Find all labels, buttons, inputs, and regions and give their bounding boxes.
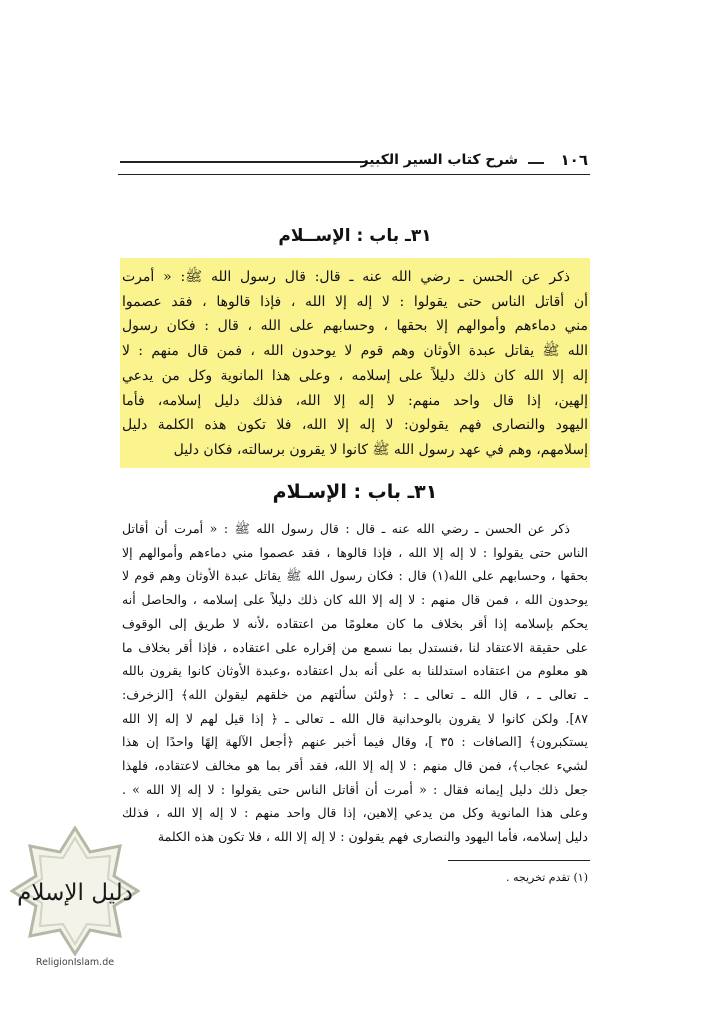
logo-caption: ReligionIslam.de	[35, 957, 115, 968]
logo-calligraphy: دليل الإسلام	[17, 880, 133, 906]
body-line: ـ تعالى ـ ، قال الله ـ تعالى ـ : ﴿ولئن سألتهم من خلقهم ليقولن الله﴾ [الزخرف:	[122, 686, 588, 702]
highlight-line: الله ﷺ يقاتل عبدة الأوثان وهم قوم لا يوحدون الله ، فمن قال منهم : لا	[122, 343, 588, 360]
running-title: شرح كتاب السير الكبير	[360, 152, 518, 168]
body-line: جعل ذلك دليل إيمانه فقال : « أمرت أن أقاتل الناس حتى يقولوا : لا إله إلا الله » .	[122, 781, 588, 797]
highlight-line: مني دماءهم وأموالهم إلا بحقها ، وحسابهم على الله ، قال : فكان رسول	[122, 318, 588, 335]
body-line: هو معلوم من اعتقاده استدللنا به على أنه بدل اعتقاده ،وعبدة الأوثان كانوا يقرون بالله	[122, 663, 588, 679]
body-line: يستكبرون﴾ [الصافات : ٣٥ ]، وقال فيما أخبر عنهم ﴿أجعل الآلهة إلهًا واحدًا إن هذا	[122, 734, 588, 750]
highlight-line: اليهود والنصارى فهم يقولون: لا إله إلا الله، فلا تكون هذه الكلمة دليل	[122, 417, 588, 434]
page-header	[118, 150, 590, 175]
body-line: دليل إسلامه، فأما اليهود والنصارى فهم يقولون : لا إله إلا الله ، فلا تكون هذه الكلمة	[157, 829, 588, 845]
body-line: يحكم بإسلامه إذا أقر بخلاف ما كان معلومًا من اعتقاده ،لأنه لا طريق إلى الوقوف	[122, 615, 588, 631]
body-line: لشيء عجاب﴾، فمن قال منهم : لا إله إلا الله، فقد أقر بما هو مخالف لاعتقاده، فلهذا	[122, 758, 588, 774]
highlight-line: إلهين، إذا قال واحد منهم: لا إله إلا الله، فذلك دليل إسلامه، فأما	[122, 392, 588, 409]
body-line: بحقها ، وحسابهم على الله(١) قال : فكان رسول الله ﷺ يقاتل عبدة الأوثان وهم قوم لا	[122, 568, 588, 584]
highlight-line: ذكر عن الحسن ـ رضي الله عنه ـ قال: قال رسول الله ﷺ: « أمرت	[122, 269, 570, 285]
header-rule	[120, 161, 366, 163]
main-body-text	[122, 517, 588, 849]
highlight-line: إله إلا الله كان ذلك دليلاً على إسلامه ، وعلى هذا المانوية وكل من يدعي	[122, 367, 588, 384]
footnote: (١) تقدم تخريجه .	[506, 871, 588, 884]
highlight-line: أن أقاتل الناس حتى يقولوا : لا إله إلا الله ، فإذا قالوها ، فقد عصموا	[122, 293, 588, 310]
main-chapter-heading: ٣١ـ باب : الإسـلام	[272, 481, 438, 503]
highlight-chapter-heading: ٣١ـ باب : الإســلام	[278, 226, 432, 246]
body-line: الناس حتى يقولوا : لا إله إلا الله ، فإذا قالوها ، فقد عصموا مني دماءهم وأموالهم إلا	[122, 544, 588, 560]
highlight-line: إسلامهم، وهم في عهد رسول الله ﷺ كانوا لا يقرون برسالته، فكان دليل	[173, 441, 588, 458]
footnote-rule	[448, 860, 590, 861]
star-calligraphy-logo-icon	[10, 826, 140, 956]
page-number: ١٠٦	[560, 151, 588, 169]
body-line: يوحدون الله ، فمن قال منهم : لا إله إلا الله كان ذلك دليلاً على إسلامه ، والحاصل أنه	[122, 592, 588, 608]
header-dash	[528, 162, 544, 164]
highlighted-passage	[122, 265, 588, 463]
body-line: على حقيقة الاعتقاد لنا ،فنستدل بما نسمع من إقراره على اعتقاده ، فإذا أقر بخلاف ما	[122, 639, 588, 655]
body-line: ذكر عن الحسن ـ رضي الله عنه ـ قال : قال رسول الله ﷺ : « أمرت أن أقاتل	[122, 521, 570, 536]
body-line: ٨٧]. ولكن كانوا لا يقرون بالوحدانية قال الله ـ تعالى ـ ﴿ إذا قيل لهم لا إله إلا الله	[122, 710, 588, 726]
body-line: وعلى هذا المانوية وكل من يدعي إلاهين، إذا قال واحد منهم : لا إله إلا الله ، فذلك	[122, 805, 588, 821]
